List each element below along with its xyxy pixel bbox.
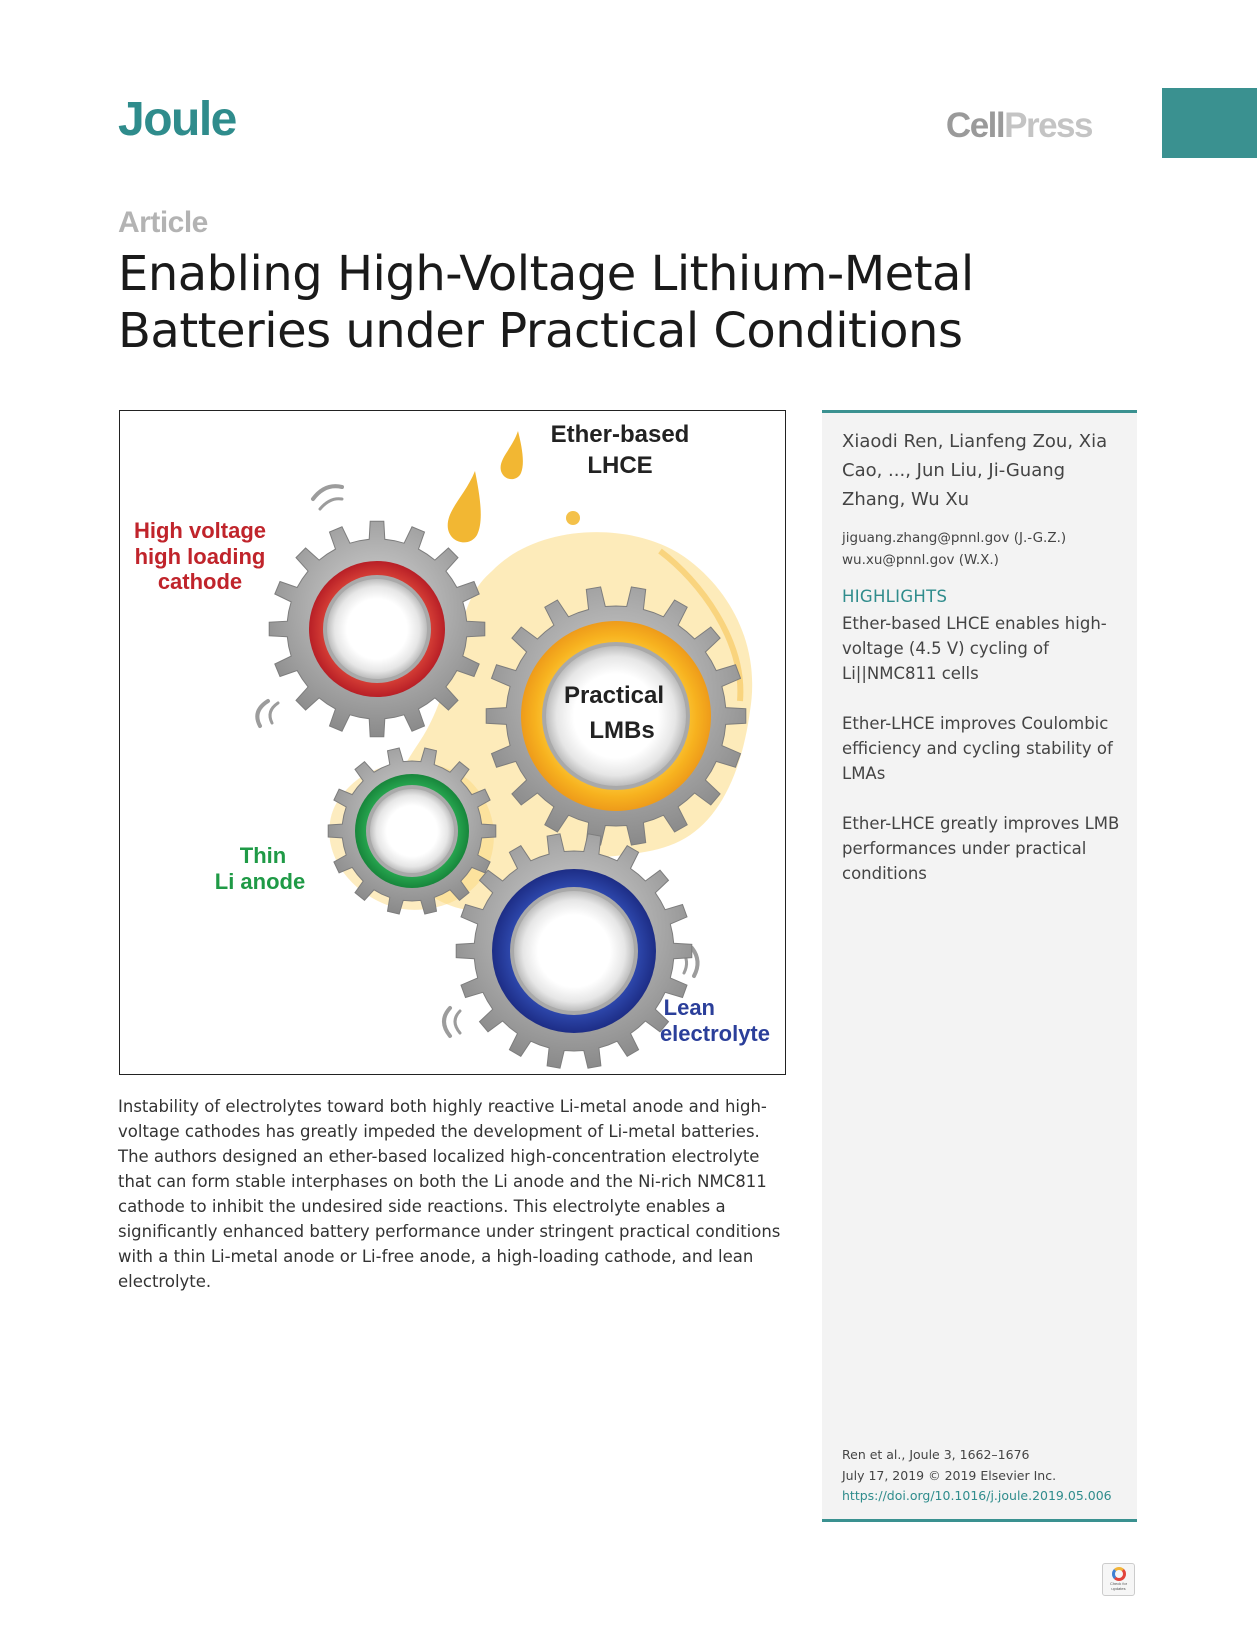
label-practical: Practical [563, 682, 665, 709]
article-type: Article [118, 206, 208, 239]
gear-hub [546, 646, 686, 786]
check-updates-icon [1112, 1567, 1126, 1581]
journal-logo: Joule [118, 93, 236, 146]
article-title-line-1: Enabling High-Voltage Lithium-Metal [118, 246, 974, 302]
label-electrolyte: electrolyte [659, 1021, 770, 1046]
graphical-abstract [119, 410, 786, 1075]
publisher-logo [946, 106, 1092, 146]
motion-arc-top-2 [320, 499, 342, 509]
publisher-logo-part1: Cell [945, 106, 1005, 145]
highlight-item: Ether-LHCE greatly improves LMB performances under practical conditions [842, 814, 1120, 883]
label-ether-based: Ether-based [550, 421, 690, 448]
check-for-updates-badge[interactable] [1102, 1563, 1135, 1596]
contact-emails [842, 527, 1127, 571]
label-lhce: LHCE [587, 452, 653, 479]
email-link[interactable]: wu.xu@pnnl.gov (W.X.) [842, 552, 999, 568]
motion-arc-left-2 [270, 703, 278, 723]
motion-arc-left [257, 701, 268, 726]
electrolyte-droplet-large [448, 471, 481, 542]
badge-text-line-2: updates [1111, 1586, 1126, 1591]
citation-block [842, 1445, 1132, 1507]
label-high-voltage: High voltage [133, 518, 267, 543]
label-lmbs: LMBs [589, 717, 655, 744]
gear-hub [370, 789, 454, 873]
motion-arc-bottom-2 [455, 1011, 460, 1033]
label-thin: Thin [239, 843, 287, 868]
summary-paragraph: Instability of electrolytes toward both highly reactive Li-metal anode and high-voltage cathodes has greatly impeded the development of Li-metal batteries. The authors designed an ether-based localized high-concentration electrolyte that can form stable interphases on both the Li anode and the Ni-rich NMC811 cathode to inhibit the undesired side reactions. This electrolyte enables a significantly enhanced battery performance under stringent practical conditions with a thin Li-metal anode or Li-free anode, a high-loading cathode, and lean electrolyte. [118, 1097, 781, 1291]
publisher-logo-part2: Press [1004, 106, 1092, 145]
highlights-heading: HIGHLIGHTS [842, 587, 948, 606]
electrolyte-dot [566, 511, 580, 525]
author-list: Xiaodi Ren, Lianfeng Zou, Xia Cao, ..., Jun Liu, Ji-Guang Zhang, Wu Xu [842, 431, 1108, 510]
electrolyte-droplet-small [501, 431, 523, 479]
cathode-gear [269, 521, 485, 737]
highlights-list [842, 611, 1127, 911]
highlight-item: Ether-based LHCE enables high-voltage (4.5 V) cycling of Li||NMC811 cells [842, 614, 1107, 683]
motion-arc-right [692, 948, 698, 976]
label-high-loading: high loading [134, 544, 266, 569]
motion-arc-bottom [444, 1008, 450, 1036]
article-title [118, 246, 998, 360]
gear-hub [327, 579, 427, 679]
highlight-item: Ether-LHCE improves Coulombic efficiency and cycling stability of LMAs [842, 714, 1113, 783]
motion-arc-top [313, 486, 342, 499]
sidebar [822, 410, 1137, 1522]
label-cathode: cathode [157, 569, 243, 594]
section-tab [1162, 88, 1257, 158]
label-li-anode: Li anode [214, 869, 306, 894]
graphical-abstract-figure [120, 411, 784, 1073]
label-lean: Lean [663, 995, 715, 1020]
doi-link[interactable]: https://doi.org/10.1016/j.joule.2019.05.006 [842, 1488, 1112, 1503]
article-title-line-2: Batteries under Practical Conditions [118, 303, 963, 359]
email-link[interactable]: jiguang.zhang@pnnl.gov (J.-G.Z.) [842, 530, 1067, 546]
citation-date: July 17, 2019 © 2019 Elsevier Inc. [842, 1467, 1057, 1483]
gear-hub [514, 891, 634, 1011]
badge-text-line-1: Check for [1109, 1581, 1128, 1586]
citation-reference: Ren et al., Joule 3, 1662–1676 [842, 1447, 1030, 1462]
